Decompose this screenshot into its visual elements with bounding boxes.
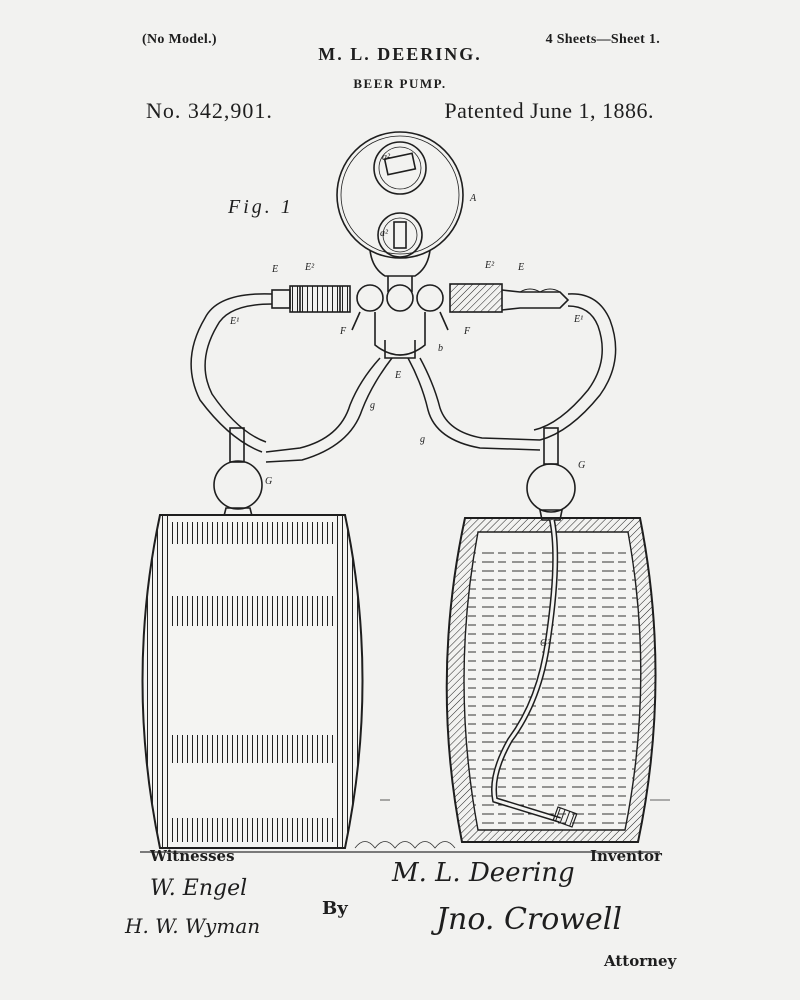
ref-A: A: [470, 193, 477, 204]
by-label: By: [322, 898, 348, 919]
ref-E-left: E: [272, 264, 279, 275]
ref-E1-right: E¹: [574, 314, 584, 325]
ref-g-left: g: [370, 400, 375, 411]
ref-E-center: E: [395, 370, 402, 381]
witnesses-label: Witnesses: [150, 847, 235, 865]
inventor-label: Inventor: [590, 847, 662, 865]
manifold: [272, 284, 568, 358]
ref-E1-left: E¹: [230, 316, 240, 327]
figure-label: Fig. 1: [228, 196, 294, 218]
ref-a2-bottom: a²: [380, 228, 388, 239]
ref-g-right: g: [420, 434, 425, 445]
patent-number: No. 342,901.: [146, 98, 273, 123]
ref-E-right: E: [518, 262, 525, 273]
right-barrel-section: [447, 518, 660, 842]
inventor-signature: M. L. Deering: [392, 858, 575, 888]
taps: [214, 428, 575, 520]
attorney-label: Attorney: [604, 952, 677, 970]
sheet-count: 4 Sheets—Sheet 1.: [545, 32, 660, 47]
attorney-signature: Jno. Crowell: [436, 902, 622, 937]
ref-G-left: G: [265, 476, 273, 487]
ref-E2-right: E²: [485, 260, 495, 271]
hoses: [191, 294, 616, 462]
ref-E2-left: E²: [305, 262, 315, 273]
ref-b: b: [438, 343, 443, 354]
ref-F-left: F: [340, 326, 347, 337]
ref-G-right: G: [578, 460, 586, 471]
inventor-name: M. L. DEERING.: [318, 44, 482, 64]
ref-G2: G²: [540, 638, 551, 649]
gauge-head: [337, 132, 463, 292]
ref-a2-top: a²: [382, 152, 390, 163]
witness-signature-1: W. Engel: [150, 876, 248, 901]
patent-date: Patented June 1, 1886.: [444, 98, 654, 123]
no-model-note: (No Model.): [142, 32, 217, 47]
invention-title: BEER PUMP.: [353, 76, 447, 91]
witness-signature-2: H. W. Wyman: [125, 914, 261, 938]
left-barrel: [130, 515, 380, 850]
ref-F-right: F: [464, 326, 471, 337]
